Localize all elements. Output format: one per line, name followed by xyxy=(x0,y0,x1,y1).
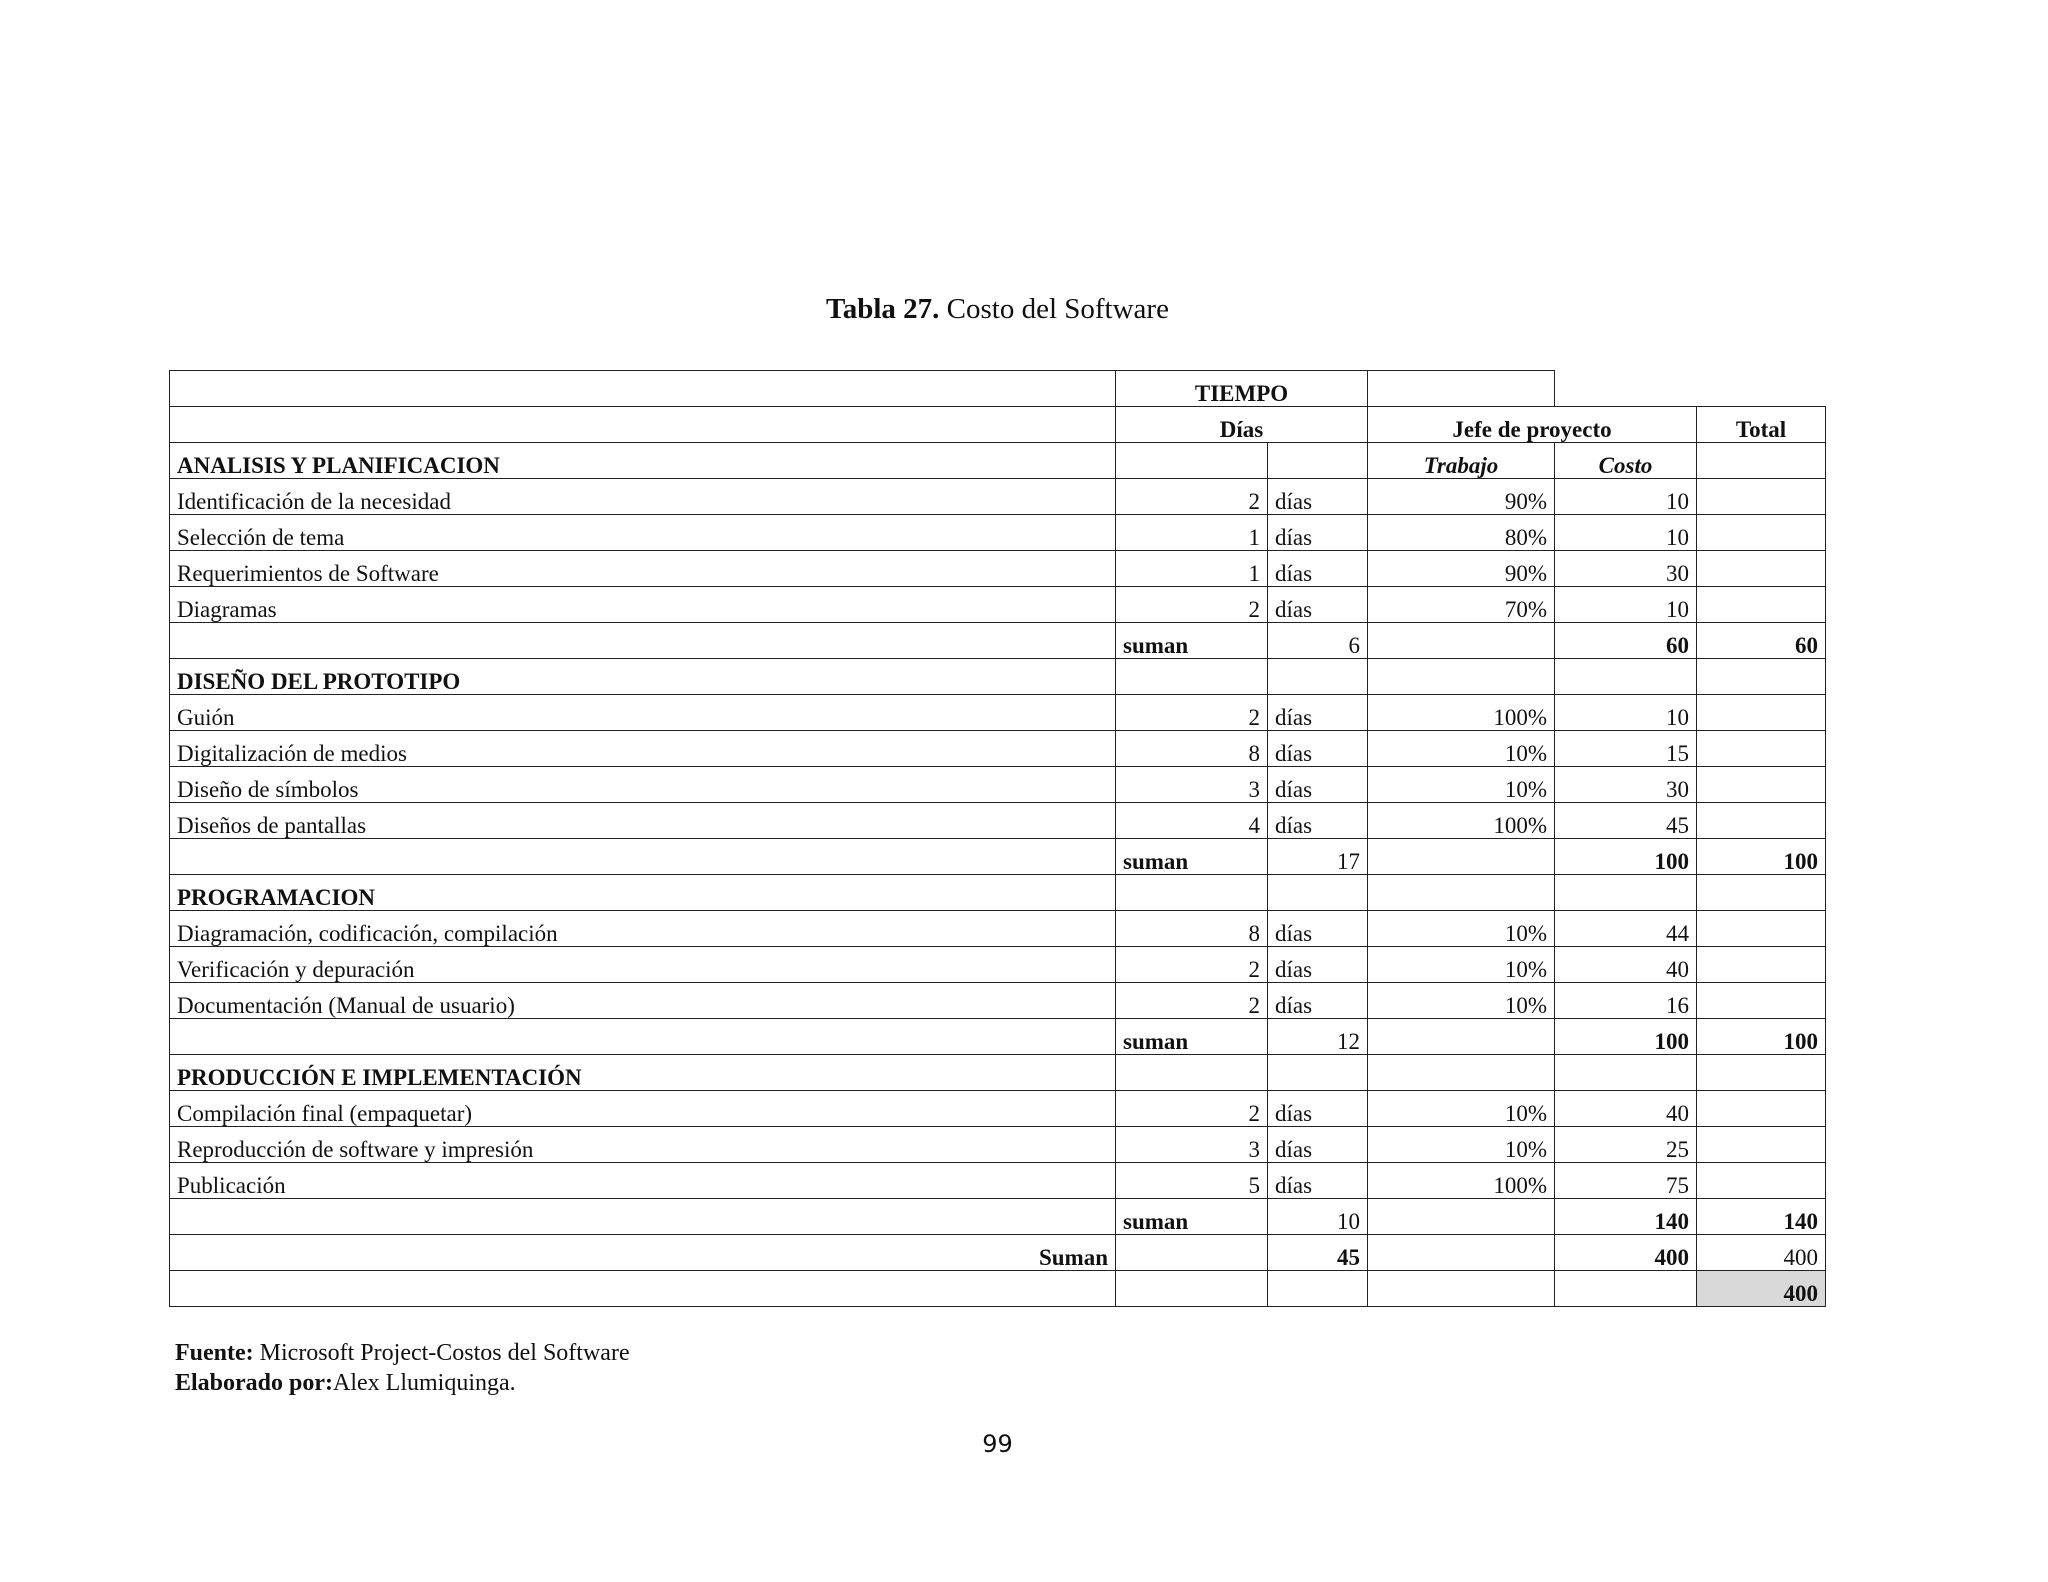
final-total-row xyxy=(170,1271,1826,1307)
table-row xyxy=(170,803,1826,839)
cost-value: 75 xyxy=(1555,1163,1697,1199)
blank-cell xyxy=(1697,659,1826,695)
cost-table-body xyxy=(170,371,1826,1307)
task-name: Guión xyxy=(170,695,1116,731)
days-unit: días xyxy=(1268,1091,1368,1127)
blank-cell xyxy=(1368,875,1555,911)
blank-cell xyxy=(1268,1055,1368,1091)
work-percent: 10% xyxy=(1368,911,1555,947)
days-value: 2 xyxy=(1116,695,1268,731)
subtotal-cost: 100 xyxy=(1555,1019,1697,1055)
work-percent: 100% xyxy=(1368,695,1555,731)
blank-cell xyxy=(1697,983,1826,1019)
blank-cell xyxy=(1697,443,1826,479)
section-header-row xyxy=(170,1055,1826,1091)
header-total: Total xyxy=(1697,407,1826,443)
subtotal-days: 6 xyxy=(1268,623,1368,659)
cost-value: 30 xyxy=(1555,551,1697,587)
cost-table xyxy=(169,370,1826,1307)
subtotal-row xyxy=(170,623,1826,659)
cost-value: 16 xyxy=(1555,983,1697,1019)
days-unit: días xyxy=(1268,551,1368,587)
days-unit: días xyxy=(1268,695,1368,731)
blank-cell xyxy=(1268,875,1368,911)
blank-cell xyxy=(1368,1055,1555,1091)
blank-cell xyxy=(1368,659,1555,695)
blank-cell xyxy=(1697,1055,1826,1091)
blank-cell xyxy=(1268,659,1368,695)
blank-cell xyxy=(1697,731,1826,767)
blank-cell xyxy=(1697,515,1826,551)
task-name: Publicación xyxy=(170,1163,1116,1199)
task-name: Compilación final (empaquetar) xyxy=(170,1091,1116,1127)
work-percent: 80% xyxy=(1368,515,1555,551)
blank-cell xyxy=(1697,1091,1826,1127)
footer-author xyxy=(175,1370,516,1397)
blank-cell xyxy=(1116,1235,1268,1271)
blank-cell xyxy=(1368,1199,1555,1235)
section-header-row xyxy=(170,443,1826,479)
blank-cell xyxy=(170,623,1116,659)
grand-total-row xyxy=(170,1235,1826,1271)
work-percent: 10% xyxy=(1368,1127,1555,1163)
table-row xyxy=(170,479,1826,515)
cost-value: 10 xyxy=(1555,479,1697,515)
grand-cost: 400 xyxy=(1555,1235,1697,1271)
work-percent: 90% xyxy=(1368,551,1555,587)
subtotal-total: 100 xyxy=(1697,1019,1826,1055)
header-dias: Días xyxy=(1116,407,1368,443)
blank-cell xyxy=(1697,803,1826,839)
table-row xyxy=(170,695,1826,731)
table-row xyxy=(170,515,1826,551)
subtotal-label: suman xyxy=(1116,1019,1268,1055)
work-percent: 70% xyxy=(1368,587,1555,623)
cost-value: 10 xyxy=(1555,695,1697,731)
blank-cell xyxy=(1368,1271,1555,1307)
author-label: Elaborado por: xyxy=(175,1370,334,1396)
task-name: Diagramación, codificación, compilación xyxy=(170,911,1116,947)
section-title: ANALISIS Y PLANIFICACION xyxy=(170,443,1116,479)
blank-cell xyxy=(170,1271,1116,1307)
blank-cell xyxy=(1697,947,1826,983)
task-name: Diseño de símbolos xyxy=(170,767,1116,803)
days-unit: días xyxy=(1268,1127,1368,1163)
table-row xyxy=(170,983,1826,1019)
blank-cell xyxy=(1116,1271,1268,1307)
blank-cell xyxy=(1697,1163,1826,1199)
blank-cell xyxy=(1697,587,1826,623)
cost-value: 15 xyxy=(1555,731,1697,767)
work-percent: 10% xyxy=(1368,1091,1555,1127)
blank-cell xyxy=(1116,1055,1268,1091)
author-text: Alex Llumiquinga. xyxy=(333,1370,516,1396)
task-name: Identificación de la necesidad xyxy=(170,479,1116,515)
section-title: PROGRAMACION xyxy=(170,875,1116,911)
subtotal-row xyxy=(170,1019,1826,1055)
task-name: Selección de tema xyxy=(170,515,1116,551)
days-unit: días xyxy=(1268,515,1368,551)
work-percent: 100% xyxy=(1368,1163,1555,1199)
days-value: 1 xyxy=(1116,551,1268,587)
subtotal-cost: 100 xyxy=(1555,839,1697,875)
caption-title: Costo del Software xyxy=(946,293,1169,325)
blank-cell xyxy=(1697,479,1826,515)
blank-cell xyxy=(1368,371,1555,407)
grand-label: Suman xyxy=(170,1235,1116,1271)
table-row xyxy=(170,731,1826,767)
footer-source xyxy=(175,1340,630,1367)
blank-cell xyxy=(1368,623,1555,659)
table-row xyxy=(170,551,1826,587)
work-percent: 10% xyxy=(1368,947,1555,983)
work-percent: 90% xyxy=(1368,479,1555,515)
days-unit: días xyxy=(1268,587,1368,623)
source-text: Microsoft Project-Costos del Software xyxy=(259,1340,630,1366)
work-percent: 10% xyxy=(1368,983,1555,1019)
days-value: 8 xyxy=(1116,911,1268,947)
subtotal-days: 17 xyxy=(1268,839,1368,875)
section-header-row xyxy=(170,875,1826,911)
days-unit: días xyxy=(1268,1163,1368,1199)
days-value: 8 xyxy=(1116,731,1268,767)
blank-cell xyxy=(170,1199,1116,1235)
table-row xyxy=(170,1127,1826,1163)
days-unit: días xyxy=(1268,767,1368,803)
blank-cell xyxy=(1697,875,1826,911)
blank-cell xyxy=(1116,659,1268,695)
blank-cell xyxy=(1555,1271,1697,1307)
table-row xyxy=(170,587,1826,623)
blank-cell xyxy=(170,371,1116,407)
blank-cell xyxy=(1116,875,1268,911)
subtotal-cost: 140 xyxy=(1555,1199,1697,1235)
header-tiempo: TIEMPO xyxy=(1116,371,1368,407)
blank-cell xyxy=(1555,659,1697,695)
caption-label: Tabla 27. xyxy=(826,293,940,325)
subtotal-cost: 60 xyxy=(1555,623,1697,659)
blank-cell xyxy=(1116,443,1268,479)
days-value: 2 xyxy=(1116,983,1268,1019)
table-row xyxy=(170,767,1826,803)
task-name: Documentación (Manual de usuario) xyxy=(170,983,1116,1019)
section-title: PRODUCCIÓN E IMPLEMENTACIÓN xyxy=(170,1055,1116,1091)
header-row-1 xyxy=(170,371,1826,407)
table-row xyxy=(170,911,1826,947)
blank-cell xyxy=(1697,1127,1826,1163)
days-value: 3 xyxy=(1116,1127,1268,1163)
page-number: 99 xyxy=(982,1430,1013,1458)
cost-value: 40 xyxy=(1555,947,1697,983)
blank-cell xyxy=(1697,767,1826,803)
header-trabajo: Trabajo xyxy=(1368,443,1555,479)
task-name: Reproducción de software y impresión xyxy=(170,1127,1116,1163)
days-value: 2 xyxy=(1116,947,1268,983)
blank-cell xyxy=(1368,839,1555,875)
task-name: Digitalización de medios xyxy=(170,731,1116,767)
section-title: DISEÑO DEL PROTOTIPO xyxy=(170,659,1116,695)
subtotal-days: 12 xyxy=(1268,1019,1368,1055)
blank-cell xyxy=(1268,443,1368,479)
task-name: Requerimientos de Software xyxy=(170,551,1116,587)
source-label: Fuente: xyxy=(175,1340,254,1366)
blank-cell xyxy=(1268,1271,1368,1307)
table-row xyxy=(170,1163,1826,1199)
blank-cell xyxy=(170,839,1116,875)
blank-cell xyxy=(1697,695,1826,731)
subtotal-total: 140 xyxy=(1697,1199,1826,1235)
subtotal-label: suman xyxy=(1116,623,1268,659)
days-unit: días xyxy=(1268,803,1368,839)
subtotal-row xyxy=(170,839,1826,875)
subtotal-days: 10 xyxy=(1268,1199,1368,1235)
blank-cell xyxy=(1697,551,1826,587)
blank-cell xyxy=(170,1019,1116,1055)
blank-cell xyxy=(1555,371,1826,407)
days-value: 2 xyxy=(1116,587,1268,623)
subtotal-label: suman xyxy=(1116,1199,1268,1235)
days-value: 2 xyxy=(1116,1091,1268,1127)
task-name: Diseños de pantallas xyxy=(170,803,1116,839)
days-value: 2 xyxy=(1116,479,1268,515)
days-value: 5 xyxy=(1116,1163,1268,1199)
blank-cell xyxy=(1697,911,1826,947)
work-percent: 10% xyxy=(1368,731,1555,767)
blank-cell xyxy=(1368,1235,1555,1271)
table-row xyxy=(170,947,1826,983)
table-row xyxy=(170,1091,1826,1127)
days-value: 1 xyxy=(1116,515,1268,551)
days-unit: días xyxy=(1268,947,1368,983)
days-value: 3 xyxy=(1116,767,1268,803)
task-name: Diagramas xyxy=(170,587,1116,623)
final-total: 400 xyxy=(1697,1271,1826,1307)
work-percent: 100% xyxy=(1368,803,1555,839)
cost-value: 10 xyxy=(1555,587,1697,623)
blank-cell xyxy=(1555,875,1697,911)
cost-value: 44 xyxy=(1555,911,1697,947)
cost-value: 45 xyxy=(1555,803,1697,839)
grand-total: 400 xyxy=(1697,1235,1826,1271)
days-value: 4 xyxy=(1116,803,1268,839)
cost-value: 10 xyxy=(1555,515,1697,551)
days-unit: días xyxy=(1268,983,1368,1019)
blank-cell xyxy=(1555,1055,1697,1091)
blank-cell xyxy=(170,407,1116,443)
subtotal-total: 60 xyxy=(1697,623,1826,659)
cost-value: 40 xyxy=(1555,1091,1697,1127)
work-percent: 10% xyxy=(1368,767,1555,803)
subtotal-row xyxy=(170,1199,1826,1235)
header-costo: Costo xyxy=(1555,443,1697,479)
days-unit: días xyxy=(1268,479,1368,515)
subtotal-label: suman xyxy=(1116,839,1268,875)
blank-cell xyxy=(1368,1019,1555,1055)
days-unit: días xyxy=(1268,731,1368,767)
grand-days: 45 xyxy=(1268,1235,1368,1271)
table-caption xyxy=(0,293,1995,326)
header-row-2 xyxy=(170,407,1826,443)
days-unit: días xyxy=(1268,911,1368,947)
cost-value: 30 xyxy=(1555,767,1697,803)
header-jefe: Jefe de proyecto xyxy=(1368,407,1697,443)
subtotal-total: 100 xyxy=(1697,839,1826,875)
section-header-row xyxy=(170,659,1826,695)
cost-value: 25 xyxy=(1555,1127,1697,1163)
task-name: Verificación y depuración xyxy=(170,947,1116,983)
